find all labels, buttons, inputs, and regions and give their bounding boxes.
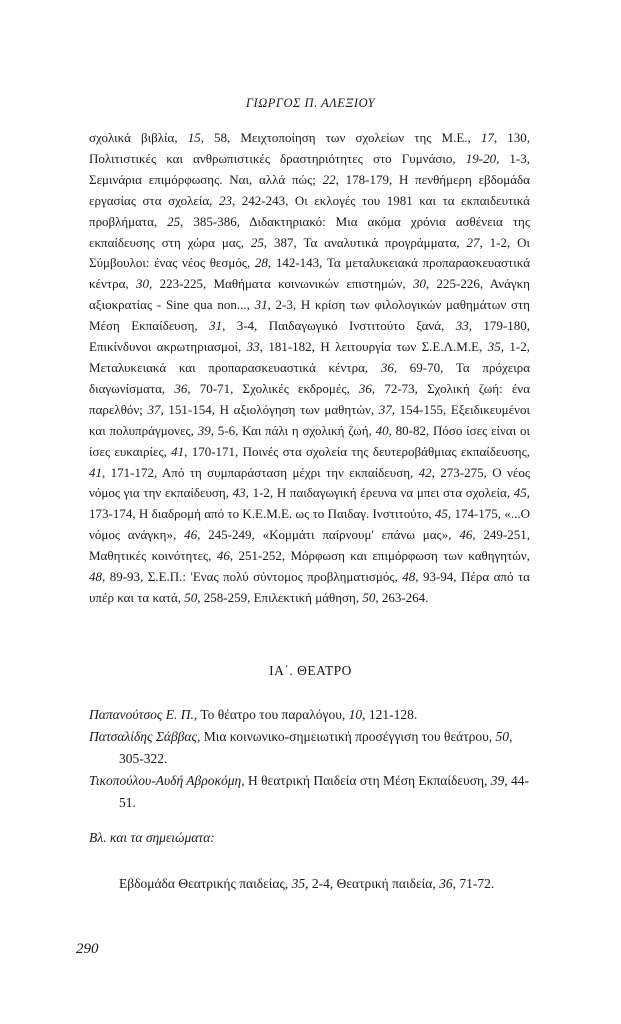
entry-volume: 50	[495, 729, 510, 744]
entry-volume: 10	[348, 707, 363, 722]
text-run: , 1-3, Σεμινάρια επιμόρφωσης. Ναι, αλλά πώς;	[89, 150, 530, 187]
text-run: , 173-174, Η διαδρομή από το Κ.Ε.Μ.Ε. ως το Παιδαγ. Ινστιτούτο,	[89, 485, 530, 522]
text-run: , 151-154, Η αξιολόγηση των μαθητών,	[160, 401, 379, 417]
entry-volume: 39	[490, 773, 505, 788]
index-continuation-paragraph	[89, 128, 530, 609]
text-run: , 181-182, Η λειτουργία των Σ.Ε.Λ.Μ.Ε,	[259, 339, 488, 355]
volume-number: 42	[418, 464, 432, 480]
text-run: , 154-155, Εξειδικευμένοι και πολυπράγμονες,	[89, 401, 530, 438]
volume-number: 36	[439, 876, 453, 891]
text-run: , 249-251, Μαθητικές κοινότητες,	[89, 527, 530, 564]
text-run: , 72-73, Σχολική ζωή: ένα παρελθόν;	[89, 380, 530, 417]
volume-number: 41	[171, 443, 185, 459]
volume-number: 45	[434, 506, 448, 522]
volume-number: 23	[218, 192, 232, 208]
text-run: , 2-4, Θεατρική παιδεία,	[305, 876, 440, 891]
text-run: , 174-175, «...Ο νόμος ανάγκη»,	[89, 506, 531, 543]
text-run: , 89-93, Σ.Ε.Π.: 'Ενας πολύ σύντομος προβληματισμός,	[102, 569, 403, 585]
text-run: , 142-143, Τα μεταλυκειακά προπαρασκευαστικά κέντρα,	[89, 255, 531, 292]
text-run: , 179-180, Επικίνδυνοι ακρωτηριασμοί,	[89, 318, 530, 355]
volume-number: 39	[197, 422, 211, 438]
bibliography-entries	[89, 704, 530, 814]
bibliography-entry	[89, 726, 530, 770]
text-run: , 1-2, Οι Σύμβουλοι: ένας νέος θεσμός,	[89, 234, 530, 271]
volume-number: 36	[358, 380, 372, 396]
volume-number: 48	[402, 569, 416, 585]
volume-number: 36	[380, 359, 394, 375]
text-run: , 223-225, Μαθήματα κοινωνικών επιστημών,	[149, 276, 413, 292]
volume-number: 50	[362, 589, 376, 605]
text-run: , 130, Πολιτιστικές και ανθρωπιστικές δραστηριότητες στο Γυμνάσιο,	[89, 130, 530, 166]
entry-author: Τικοπούλου-Αυδή Αβροκόμη	[89, 773, 242, 788]
see-also-list	[119, 876, 589, 892]
volume-number: 35	[487, 339, 501, 355]
text-run: σχολικά βιβλία,	[89, 130, 188, 145]
volume-number: 28	[254, 255, 268, 271]
text-run: , 170-171, Ποινές στα σχολεία της δευτεροβάθμιας εκπαίδευσης,	[184, 443, 530, 459]
text-run: , 5-6, Και πάλι η σχολική ζωή,	[210, 422, 376, 438]
text-run: , 80-82, Πόσο ίσες είναι οι ίσες ευκαιρίες,	[89, 422, 530, 459]
text-run: , 245-249, «Κομμάτι παίρνουμ' επάνω μας»,	[197, 527, 460, 543]
volume-number: 43	[232, 485, 246, 501]
volume-number: 25	[250, 234, 264, 250]
volume-number: 36	[174, 380, 188, 396]
volume-number: 31	[254, 297, 268, 313]
entry-title: , Το θέατρο του παραλόγου,	[193, 707, 349, 722]
text-run: , 3-4, Παιδαγωγικό Ινστιτούτο ξανά,	[222, 318, 456, 334]
volume-number: 17	[480, 130, 494, 145]
text-run: , 2-3, Η κρίση των φιλολογικών μαθημάτων στη Μέση Εκπαίδευση,	[89, 297, 530, 334]
volume-number: 45	[513, 485, 527, 501]
volume-number: 46	[216, 548, 230, 564]
text-run: , 273-275, Ο νέος νόμος για την εκπαίδευση,	[89, 464, 530, 501]
text-run: , 251-252, Μόρφωση και επιμόρφωση των καθηγητών,	[229, 548, 530, 564]
volume-number: 40	[375, 422, 389, 438]
volume-number: 35	[291, 876, 306, 891]
text-run: , 69-70, Τα πρόχειρα διαγωνίσματα,	[89, 359, 531, 396]
text-run: , 1-2, Μεταλυκειακά και προπαρασκευαστικά κέντρα,	[89, 339, 530, 375]
entry-author: Παπανούτσος Ε. Π.	[89, 707, 194, 722]
entry-title: , Μια κοινωνικο-σημειωτική προσέγγιση του θεάτρου,	[196, 729, 496, 744]
text-run: Εβδομάδα Θεατρικής παιδείας,	[119, 876, 292, 891]
volume-number: 46	[184, 527, 198, 543]
text-run: , 387, Τα αναλυτικά προγράμματα,	[263, 234, 467, 250]
text-run: , 58, Μειχτοποίηση των σχολείων της Μ.Ε.,	[200, 130, 481, 145]
text-run: , 171-172, Από τη συμπαράσταση μέχρι την εκπαίδευση,	[102, 464, 419, 480]
page-number: 290	[76, 941, 99, 957]
text-run: , 242-243, Οι εκλογές του 1981 και τα εκπαιδευτικά προβλήματα,	[89, 192, 530, 229]
volume-number: 30	[136, 276, 150, 292]
bibliography-entry	[89, 770, 530, 814]
volume-number: 33	[455, 318, 469, 334]
volume-number: 37	[147, 401, 161, 417]
volume-number: 41	[89, 464, 102, 480]
volume-number: 46	[459, 527, 473, 543]
see-also-label: Βλ. και τα σημειώματα:	[89, 830, 215, 845]
text-run: , 385-386, Διδακτηριακό: Μια ακόμα χρόνια ασθένεια της εκπαίδευσης στη χώρα μας,	[89, 213, 530, 250]
volume-number: 48	[89, 569, 102, 585]
volume-number: 33	[246, 339, 260, 355]
section-title: ΙΑ΄. ΘΕΑΤΡΟ	[269, 663, 352, 678]
entry-title: , Η θεατρική Παιδεία στη Μέση Εκπαίδευση,	[241, 773, 491, 788]
text-run: , 1-2, Η παιδαγωγική έρευνα να μπει στα σχολεία,	[245, 485, 514, 501]
entry-pages: , 305-322.	[119, 729, 513, 766]
volume-number: 22	[322, 171, 336, 187]
entry-pages: , 121-128.	[362, 707, 418, 722]
text-run: , 263-264.	[375, 589, 429, 605]
text-run: , 258-259, Επιλεκτική μάθηση,	[197, 589, 363, 605]
volume-number: 31	[209, 318, 223, 334]
entry-author: Πατσαλίδης Σάββας	[89, 729, 197, 744]
volume-number: 15	[187, 130, 201, 145]
running-head: ΓΙΩΡΓΟΣ Π. ΑΛΕΞΙΟΥ	[245, 96, 376, 110]
text-run: , 71-72.	[452, 876, 495, 891]
bibliography-entry	[89, 704, 530, 726]
text-run: , 178-179, Η πενθήμερη εβδομάδα εργασίας στα σχολεία,	[89, 171, 530, 208]
volume-number: 27	[466, 234, 480, 250]
volume-number: 30	[412, 276, 426, 292]
volume-number: 37	[378, 401, 392, 417]
entry-pages: , 44-51.	[119, 773, 530, 810]
volume-number: 50	[184, 589, 198, 605]
text-run: , 93-94, Πέρα από τα υπέρ και τα κατά,	[89, 569, 530, 605]
text-run: , 70-71, Σχολικές εκδρομές,	[187, 380, 359, 396]
volume-number: 19-20	[465, 150, 497, 166]
text-run: , 225-226, Ανάγκη αξιοκρατίας - Sine qua non...,	[89, 276, 530, 313]
volume-number: 25	[167, 213, 181, 229]
